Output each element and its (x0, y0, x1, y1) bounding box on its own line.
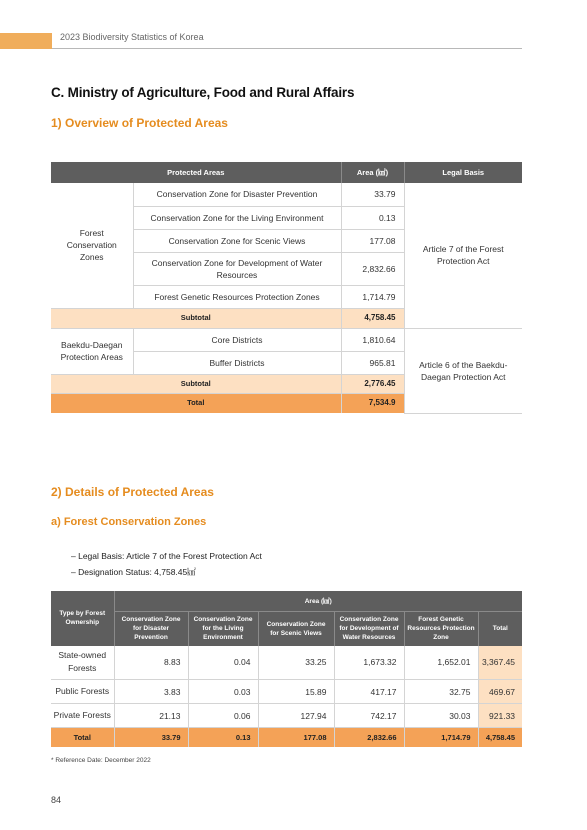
table-cell: 15.89 (258, 680, 334, 704)
column-header: Conservation Zone for the Living Environment (188, 612, 258, 646)
zone-area: 1,810.64 (341, 328, 404, 351)
bullet-list (71, 548, 262, 580)
column-header: Forest Genetic Resources Protection Zone (404, 612, 478, 646)
forest-zones-ownership-table (51, 591, 522, 747)
zone-name: Conservation Zone for Development of Water Resources (133, 252, 341, 285)
row-header: Type by Forest Ownership (51, 591, 114, 646)
table-header-row (51, 612, 522, 646)
total-row (51, 728, 522, 748)
section-title: C. Ministry of Agriculture, Food and Rural Affairs (51, 85, 355, 100)
column-header: Area (㎢) (341, 162, 404, 183)
total-cell: 2,832.66 (334, 728, 404, 748)
reference-note: * Reference Date: December 2022 (51, 757, 151, 764)
zone-name: Buffer Districts (133, 351, 341, 374)
row-total-cell: 921.33 (478, 704, 522, 728)
total-value: 7,534.9 (341, 393, 404, 413)
zone-name: Conservation Zone for Disaster Prevention (133, 183, 341, 206)
protected-areas-overview-table (51, 162, 522, 414)
legal-basis: Article 6 of the Baekdu-Daegan Protection Act (404, 328, 522, 413)
bullet-item: – Designation Status: 4,758.45㎢ (71, 567, 196, 577)
total-cell: 33.79 (114, 728, 188, 748)
total-cell: 177.08 (258, 728, 334, 748)
total-label: Total (51, 393, 341, 413)
running-title: 2023 Biodiversity Statistics of Korea (60, 32, 204, 42)
subtotal-label: Subtotal (51, 374, 341, 393)
table-row (51, 646, 522, 680)
group-label: Forest Conservation Zones (51, 183, 133, 308)
column-header: Legal Basis (404, 162, 522, 183)
total-cell: 0.13 (188, 728, 258, 748)
table-header-row (51, 591, 522, 612)
table-cell: 1,673.32 (334, 646, 404, 680)
total-cell: 4,758.45 (478, 728, 522, 748)
table-cell: 21.13 (114, 704, 188, 728)
table-header-row (51, 162, 522, 183)
zone-name: Conservation Zone for the Living Environment (133, 206, 341, 229)
total-label: Total (51, 728, 114, 748)
details-heading: 2) Details of Protected Areas (51, 485, 214, 499)
zone-area: 0.13 (341, 206, 404, 229)
total-cell: 1,714.79 (404, 728, 478, 748)
zone-name: Core Districts (133, 328, 341, 351)
table-cell: 1,652.01 (404, 646, 478, 680)
column-header: Total (478, 612, 522, 646)
table-row (51, 183, 522, 206)
column-header: Protected Areas (51, 162, 341, 183)
column-header: Conservation Zone for Development of Water Resources (334, 612, 404, 646)
forest-zones-subheading: a) Forest Conservation Zones (51, 516, 207, 528)
table-cell: 0.06 (188, 704, 258, 728)
table-cell: 417.17 (334, 680, 404, 704)
column-header: Conservation Zone for Scenic Views (258, 612, 334, 646)
table-row (51, 680, 522, 704)
subtotal-label: Subtotal (51, 308, 341, 328)
row-label: Public Forests (51, 680, 114, 704)
header-accent-bar (0, 33, 52, 49)
table-row (51, 328, 522, 351)
row-label: State-owned Forests (51, 646, 114, 680)
legal-basis: Article 7 of the Forest Protection Act (404, 183, 522, 328)
area-group-header: Area (㎢) (114, 591, 522, 612)
zone-name: Forest Genetic Resources Protection Zones (133, 285, 341, 308)
page-number: 84 (51, 795, 62, 805)
row-total-cell: 3,367.45 (478, 646, 522, 680)
table-cell: 33.25 (258, 646, 334, 680)
group-label: Baekdu-Daegan Protection Areas (51, 328, 133, 374)
table-cell: 127.94 (258, 704, 334, 728)
header-rule (52, 48, 522, 49)
zone-area: 33.79 (341, 183, 404, 206)
table-cell: 0.04 (188, 646, 258, 680)
column-header: Conservation Zone for Disaster Prevention (114, 612, 188, 646)
zone-area: 965.81 (341, 351, 404, 374)
overview-heading: 1) Overview of Protected Areas (51, 116, 228, 130)
zone-area: 2,832.66 (341, 252, 404, 285)
table-row (51, 704, 522, 728)
row-label: Private Forests (51, 704, 114, 728)
bullet-item: – Legal Basis: Article 7 of the Forest Protection Act (71, 551, 262, 561)
table-cell: 32.75 (404, 680, 478, 704)
table-cell: 742.17 (334, 704, 404, 728)
zone-name: Conservation Zone for Scenic Views (133, 229, 341, 252)
table-cell: 3.83 (114, 680, 188, 704)
zone-area: 1,714.79 (341, 285, 404, 308)
row-total-cell: 469.67 (478, 680, 522, 704)
subtotal-value: 4,758.45 (341, 308, 404, 328)
zone-area: 177.08 (341, 229, 404, 252)
subtotal-value: 2,776.45 (341, 374, 404, 393)
table-cell: 30.03 (404, 704, 478, 728)
table-cell: 0.03 (188, 680, 258, 704)
table-cell: 8.83 (114, 646, 188, 680)
